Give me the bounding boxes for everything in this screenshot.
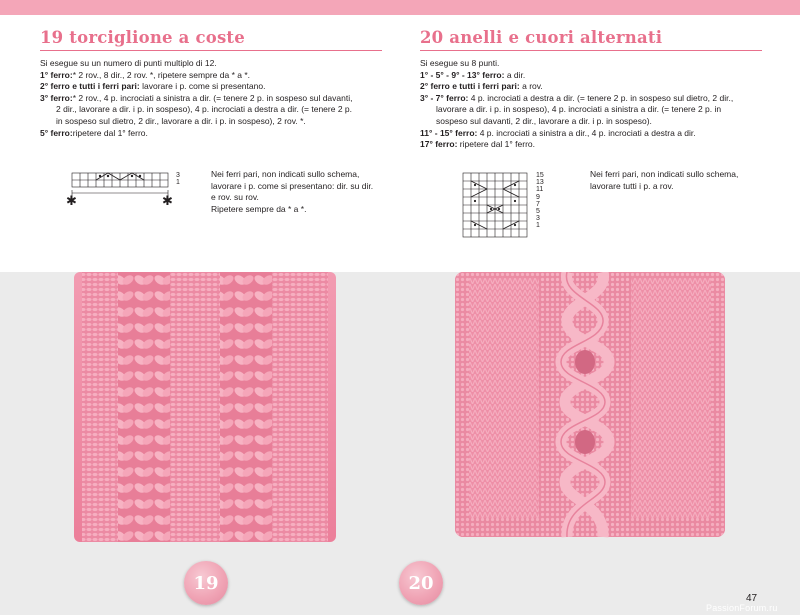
pattern-20-badge: 20 bbox=[399, 561, 443, 605]
row-label-bold: 5° ferro: bbox=[40, 127, 73, 138]
instruction-text: 2 dir., lavorare a dir. i p. in sospeso), 4 p. incrociati a destra a dir. (= tenere 2 p. bbox=[56, 104, 353, 115]
swatch-19-photo bbox=[74, 272, 336, 542]
pattern-20-chart bbox=[461, 171, 531, 241]
row-label-bold: 1° - 5° - 9° - 13° ferro: bbox=[420, 69, 505, 80]
instruction-line bbox=[420, 128, 780, 140]
top-color-bar bbox=[0, 0, 800, 15]
row-label: 1 bbox=[536, 222, 540, 230]
instruction-text: 4 p. incrociati a sinistra a dir., 4 p. incrociati a destra a dir. bbox=[477, 127, 696, 138]
row-label: 3 bbox=[176, 172, 180, 179]
instruction-line bbox=[40, 116, 390, 128]
title-rule-right bbox=[420, 50, 762, 51]
instruction-line bbox=[420, 58, 780, 70]
instruction-line bbox=[40, 128, 390, 140]
instruction-text: * 2 rov., 4 p. incrociati a sinistra a dir. (= tenere 2 p. in sospeso sul davanti, bbox=[72, 92, 353, 103]
note-line: Ripetere sempre da * a *. bbox=[211, 203, 307, 214]
instruction-line bbox=[40, 58, 390, 70]
pattern-19-instructions bbox=[40, 58, 390, 139]
instruction-line bbox=[40, 93, 390, 105]
row-label-bold: 2° ferro e tutti i ferri pari: bbox=[40, 81, 140, 92]
instruction-text: a dir. bbox=[504, 69, 526, 80]
instruction-line bbox=[420, 93, 780, 105]
instruction-text: lavorare a dir. i p. in sospeso), 4 p. incrociati a sinistra a dir. (= tenere 2 p. in bbox=[436, 104, 722, 115]
watermark: PassionForum.ru bbox=[706, 603, 778, 613]
instruction-line bbox=[420, 81, 780, 93]
note-line: lavorare i p. come si presentano: dir. su dir. bbox=[211, 180, 374, 191]
instruction-text: Si esegue su 8 punti. bbox=[420, 58, 500, 68]
pattern-19-row-numbers bbox=[176, 172, 180, 186]
instruction-text: ripetere dal 1° ferro. bbox=[72, 127, 148, 138]
instruction-line bbox=[420, 104, 780, 116]
instruction-line bbox=[420, 70, 780, 82]
page-number: 47 bbox=[746, 593, 758, 604]
star-mark-right: ✱ bbox=[162, 193, 173, 208]
pattern-19-badge: 19 bbox=[184, 561, 228, 605]
instruction-text: sospeso sul davanti, 2 dir., lavorare a dir. i p. in sospeso). bbox=[436, 115, 652, 126]
pattern-20-row-numbers bbox=[536, 172, 544, 230]
note-line: e rov. su rov. bbox=[211, 192, 259, 203]
swatch-20-photo bbox=[455, 272, 725, 542]
row-label: 15 bbox=[536, 172, 544, 179]
instruction-text: lavorare i p. come si presentano. bbox=[139, 81, 266, 92]
star-mark-left: ✱ bbox=[66, 193, 77, 208]
row-label: 11 bbox=[536, 186, 544, 194]
row-label: 3 bbox=[536, 215, 540, 223]
row-label-bold: 17° ferro: bbox=[420, 139, 458, 150]
pattern-20-note bbox=[590, 169, 770, 192]
instruction-line bbox=[420, 139, 780, 151]
row-label-bold: 2° ferro e tutti i ferri pari: bbox=[420, 81, 520, 92]
row-label: 9 bbox=[536, 193, 540, 201]
instruction-text: in sospeso sul dietro, 2 dir., lavorare a dir. i p. in sospeso), 2 rov. *. bbox=[56, 115, 306, 126]
instruction-text: * 2 rov., 8 dir., 2 rov. *, ripetere sempre da * a *. bbox=[72, 69, 251, 80]
title-rule-left bbox=[40, 50, 382, 51]
pattern-20-instructions bbox=[420, 58, 780, 151]
pattern-19-note bbox=[211, 169, 391, 215]
row-label: 13 bbox=[536, 179, 544, 187]
row-label: 7 bbox=[536, 200, 540, 208]
pattern-20-title: 20 anelli e cuori alternati bbox=[420, 28, 663, 47]
row-label: 1 bbox=[176, 179, 180, 187]
instruction-text: Si esegue su un numero di punti multiplo di 12. bbox=[40, 58, 217, 68]
instruction-line bbox=[40, 81, 390, 93]
instruction-text: ripetere dal 1° ferro. bbox=[457, 139, 535, 150]
note-line: Nei ferri pari, non indicati sullo schema, bbox=[211, 169, 360, 179]
note-line: lavorare tutti i p. a rov. bbox=[590, 180, 674, 191]
instruction-text: a rov. bbox=[519, 81, 543, 92]
row-label-bold: 11° - 15° ferro: bbox=[420, 127, 478, 138]
instruction-line bbox=[40, 70, 390, 82]
row-label: 5 bbox=[536, 208, 540, 216]
row-label-bold: 3° ferro: bbox=[40, 92, 73, 103]
note-line: Nei ferri pari, non indicati sullo schema, bbox=[590, 169, 739, 179]
instruction-line bbox=[420, 116, 780, 128]
instruction-text: 4 p. incrociati a destra a dir. (= tenere 2 p. in sospeso sul dietro, 2 dir., bbox=[468, 92, 734, 103]
instruction-line bbox=[40, 104, 390, 116]
pattern-19-title: 19 torciglione a coste bbox=[40, 28, 245, 47]
row-label-bold: 1° ferro: bbox=[40, 69, 73, 80]
row-label-bold: 3° - 7° ferro: bbox=[420, 92, 469, 103]
